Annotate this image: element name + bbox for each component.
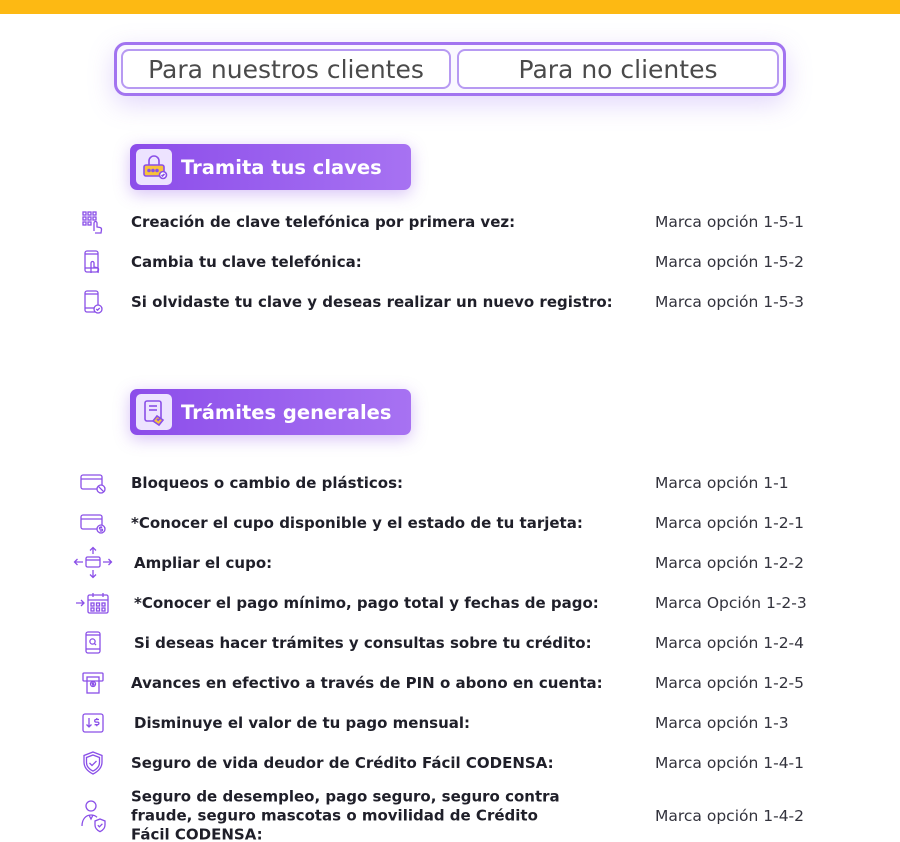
section-title: Trámites generales (181, 400, 392, 424)
item-option: Marca opción 1-2-4 (655, 634, 805, 652)
list-item (0, 505, 900, 541)
item-label: Si deseas hacer trámites y consultas sobre tu crédito: (134, 634, 592, 652)
item-label: Avances en efectivo a través de PIN o abono en cuenta: (131, 674, 603, 692)
client-type-tabs (114, 42, 786, 96)
section-header-passwords (130, 144, 411, 190)
section-title: Tramita tus claves (181, 155, 382, 179)
keypad-hand-icon (72, 207, 114, 237)
phone-check-icon (72, 287, 114, 317)
top-accent-bar (0, 0, 900, 14)
card-block-icon (72, 468, 114, 498)
item-option: Marca opción 1-1 (655, 474, 789, 492)
shield-check-icon (72, 748, 114, 778)
list-item (0, 787, 900, 842)
item-option: Marca opción 1-5-2 (655, 253, 805, 271)
atm-cash-icon (72, 668, 114, 698)
list-item (0, 284, 900, 320)
item-label: *Conocer el cupo disponible y el estado de tu tarjeta: (131, 514, 583, 532)
list-item (0, 745, 900, 781)
item-label: Seguro de desempleo, pago seguro, seguro contra fraude, seguro mascotas o movilidad de Crédito Fácil CODENSA: (131, 787, 560, 842)
item-option: Marca opción 1-3 (655, 714, 789, 732)
phone-search-icon (72, 628, 114, 658)
money-down-icon (72, 708, 114, 738)
item-option: Marca opción 1-2-1 (655, 514, 805, 532)
calendar-arrow-icon (72, 588, 114, 618)
item-label: Disminuye el valor de tu pago mensual: (134, 714, 471, 732)
item-label: Ampliar el cupo: (134, 554, 273, 572)
person-shield-icon (72, 801, 114, 831)
list-item (0, 244, 900, 280)
list-item (0, 545, 900, 581)
item-label: Creación de clave telefónica por primera vez: (131, 213, 516, 231)
item-option: Marca opción 1-4-2 (655, 807, 805, 825)
item-label: Bloqueos o cambio de plásticos: (131, 474, 403, 492)
list-item (0, 204, 900, 240)
document-check-icon (136, 394, 172, 430)
item-option: Marca opción 1-4-1 (655, 754, 805, 772)
list-item (0, 705, 900, 741)
list-item (0, 665, 900, 701)
tab-clients[interactable]: Para nuestros clientes (121, 49, 451, 89)
section-header-general (130, 389, 411, 435)
lock-password-icon (136, 149, 172, 185)
item-option: Marca opción 1-2-2 (655, 554, 805, 572)
item-label: Seguro de vida deudor de Crédito Fácil CODENSA: (131, 754, 554, 772)
item-option: Marca opción 1-5-3 (655, 293, 805, 311)
list-item (0, 465, 900, 501)
item-option: Marca opción 1-2-5 (655, 674, 805, 692)
tab-non-clients[interactable]: Para no clientes (457, 49, 779, 89)
phone-tap-icon (72, 247, 114, 277)
list-item (0, 585, 900, 621)
item-label: Cambia tu clave telefónica: (131, 253, 362, 271)
card-money-icon (72, 508, 114, 538)
item-option: Marca opción 1-5-1 (655, 213, 805, 231)
item-label: Si olvidaste tu clave y deseas realizar un nuevo registro: (131, 293, 613, 311)
item-option: Marca Opción 1-2-3 (655, 594, 807, 612)
list-item (0, 625, 900, 661)
item-label: *Conocer el pago mínimo, pago total y fechas de pago: (134, 594, 599, 612)
card-expand-icon (72, 548, 114, 578)
